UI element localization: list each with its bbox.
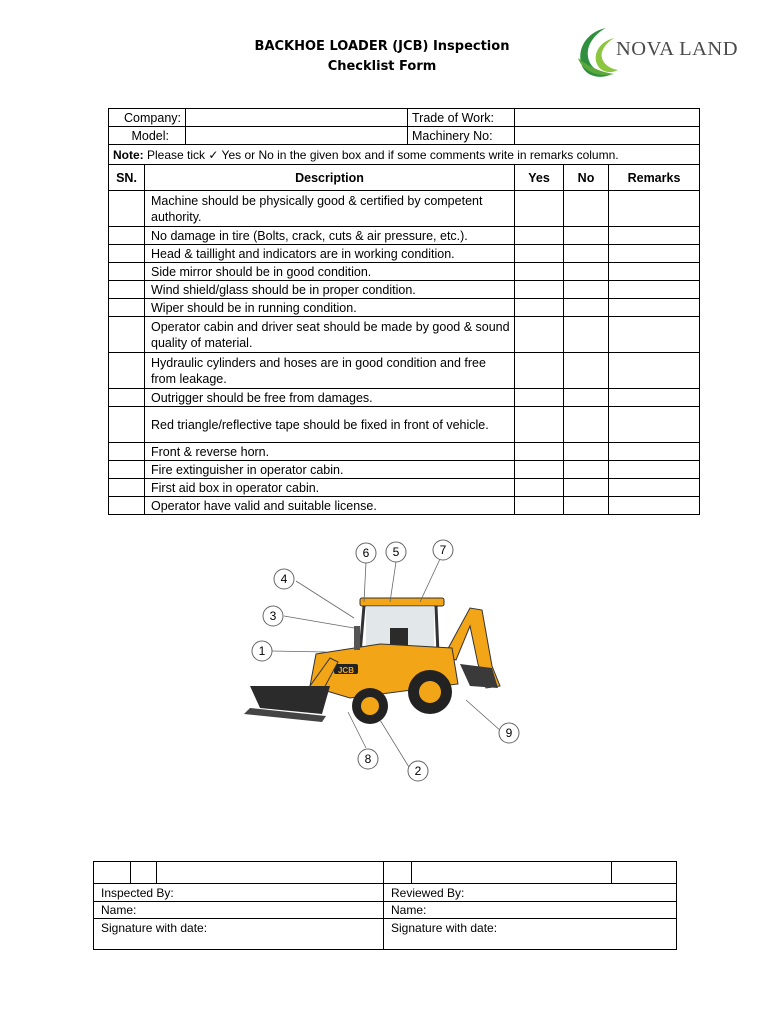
name-right-field[interactable]: Name: [384,902,677,919]
no-checkbox-cell[interactable] [564,263,609,281]
checklist-row [109,497,700,515]
no-checkbox-cell[interactable] [564,479,609,497]
yes-checkbox-cell[interactable] [515,461,564,479]
company-field[interactable] [186,109,408,127]
checklist-row [109,245,700,263]
inspected-by-field[interactable]: Inspected By: [94,884,384,902]
remarks-cell[interactable] [609,281,700,299]
checklist-row [109,443,700,461]
description-cell: Machine should be physically good & certified by competent authority. [145,191,515,227]
checklist-items [109,191,700,515]
yes-checkbox-cell[interactable] [515,389,564,407]
signature-row [94,919,677,950]
checklist-row [109,479,700,497]
no-checkbox-cell[interactable] [564,389,609,407]
sn-cell [109,479,145,497]
remarks-cell[interactable] [609,389,700,407]
sn-cell [109,317,145,353]
no-checkbox-cell[interactable] [564,461,609,479]
no-checkbox-cell[interactable] [564,191,609,227]
title-line-2: Checklist Form [327,59,437,74]
sn-cell [109,389,145,407]
callout-3 [263,606,283,626]
sn-cell [109,443,145,461]
col-no: No [564,165,609,191]
sn-cell [109,227,145,245]
description-cell: Front & reverse horn. [145,443,515,461]
checklist-row [109,263,700,281]
note-text: Please tick ✓ Yes or No in the given box and if some comments write in remarks column. [143,147,619,162]
remarks-cell[interactable] [609,263,700,281]
sn-cell [109,497,145,515]
remarks-cell[interactable] [609,317,700,353]
description-cell: Head & taillight and indicators are in working condition. [145,245,515,263]
svg-text:9: 9 [505,726,513,740]
logo-text: NOVA LAND [616,38,739,60]
col-yes: Yes [515,165,564,191]
machinery-field[interactable] [515,127,700,145]
checklist-row [109,281,700,299]
callout-9 [499,723,519,743]
yes-checkbox-cell[interactable] [515,299,564,317]
remarks-cell[interactable] [609,245,700,263]
sn-cell [109,353,145,389]
remarks-cell[interactable] [609,299,700,317]
callout-1 [252,641,272,661]
jcb-brand-mark: JCB [337,666,355,675]
description-cell: First aid box in operator cabin. [145,479,515,497]
note-label: Note: [113,147,144,162]
sn-cell [109,407,145,443]
yes-checkbox-cell[interactable] [515,245,564,263]
checklist-row [109,227,700,245]
no-checkbox-cell[interactable] [564,497,609,515]
blank-cell [412,862,612,884]
name-left-field[interactable]: Name: [94,902,384,919]
trade-field[interactable] [515,109,700,127]
no-checkbox-cell[interactable] [564,407,609,443]
col-description: Description [145,165,515,191]
note-row [109,145,700,165]
yes-checkbox-cell[interactable] [515,227,564,245]
checklist-row [109,353,700,389]
svg-text:5: 5 [392,545,400,559]
col-remarks: Remarks [609,165,700,191]
remarks-cell[interactable] [609,461,700,479]
blank-cell [94,862,131,884]
yes-checkbox-cell[interactable] [515,443,564,461]
signature-left-field[interactable]: Signature with date: [94,919,384,950]
callout-8 [358,749,378,769]
description-cell: Red triangle/reflective tape should be fixed in front of vehicle. [145,407,515,443]
yes-checkbox-cell[interactable] [515,191,564,227]
yes-checkbox-cell[interactable] [515,281,564,299]
model-label: Model: [109,127,186,145]
description-cell: Fire extinguisher in operator cabin. [145,461,515,479]
blank-cell [131,862,157,884]
model-row [109,127,700,145]
callout-7 [433,540,453,560]
no-checkbox-cell[interactable] [564,317,609,353]
blank-cell [384,862,412,884]
callout-4 [274,569,294,589]
checklist-row [109,317,700,353]
checklist-row [109,389,700,407]
yes-checkbox-cell[interactable] [515,353,564,389]
callout-6 [356,543,376,563]
yes-checkbox-cell[interactable] [515,497,564,515]
remarks-cell[interactable] [609,497,700,515]
checklist-row [109,461,700,479]
yes-checkbox-cell[interactable] [515,317,564,353]
svg-text:1: 1 [258,644,266,658]
description-cell: Operator have valid and suitable license. [145,497,515,515]
svg-text:7: 7 [439,543,447,557]
column-header-row [109,165,700,191]
svg-text:6: 6 [362,546,370,560]
model-field[interactable] [186,127,408,145]
front-loader [244,658,338,722]
callout-5 [386,542,406,562]
remarks-cell[interactable] [609,443,700,461]
signoff-table [93,861,677,950]
description-cell: Hydraulic cylinders and hoses are in good condition and free from leakage. [145,353,515,389]
no-checkbox-cell[interactable] [564,245,609,263]
title-line-1: BACKHOE LOADER (JCB) Inspection [254,39,510,54]
sn-cell [109,191,145,227]
remarks-cell[interactable] [609,407,700,443]
blank-cell [612,862,677,884]
svg-text:2: 2 [414,764,422,778]
inspected-reviewed-row [94,884,677,902]
sn-cell [109,461,145,479]
sn-cell [109,263,145,281]
no-checkbox-cell[interactable] [564,299,609,317]
blank-cell [157,862,384,884]
description-cell: Operator cabin and driver seat should be made by good & sound quality of material. [145,317,515,353]
checklist-row [109,191,700,227]
svg-text:3: 3 [269,609,277,623]
remarks-cell[interactable] [609,353,700,389]
sn-cell [109,281,145,299]
description-cell: Wind shield/glass should be in proper condition. [145,281,515,299]
yes-checkbox-cell[interactable] [515,479,564,497]
company-label: Company: [109,109,186,127]
no-checkbox-cell[interactable] [564,227,609,245]
sn-cell [109,299,145,317]
signoff-blank-row [94,862,677,884]
trade-label: Trade of Work: [408,109,515,127]
svg-text:4: 4 [280,572,288,586]
description-cell: No damage in tire (Bolts, crack, cuts & air pressure, etc.). [145,227,515,245]
signature-right-field[interactable]: Signature with date: [384,919,677,950]
company-row [109,109,700,127]
remarks-cell[interactable] [609,479,700,497]
sn-cell [109,245,145,263]
machinery-label: Machinery No: [408,127,515,145]
col-sn: SN. [109,165,145,191]
callout-2 [408,761,428,781]
no-checkbox-cell[interactable] [564,443,609,461]
remarks-cell[interactable] [609,191,700,227]
reviewed-by-field[interactable]: Reviewed By: [384,884,677,902]
svg-text:8: 8 [364,752,372,766]
note [109,145,700,165]
backhoe-diagram [230,536,530,786]
checklist-row [109,299,700,317]
no-checkbox-cell[interactable] [564,281,609,299]
remarks-cell[interactable] [609,227,700,245]
leaf-logo-icon [572,24,620,80]
description-cell: Wiper should be in running condition. [145,299,515,317]
document-title [232,37,532,77]
yes-checkbox-cell[interactable] [515,407,564,443]
name-row [94,902,677,919]
description-cell: Outrigger should be free from damages. [145,389,515,407]
yes-checkbox-cell[interactable] [515,263,564,281]
checklist-table [108,108,700,515]
description-cell: Side mirror should be in good condition. [145,263,515,281]
no-checkbox-cell[interactable] [564,353,609,389]
checklist-row [109,407,700,443]
